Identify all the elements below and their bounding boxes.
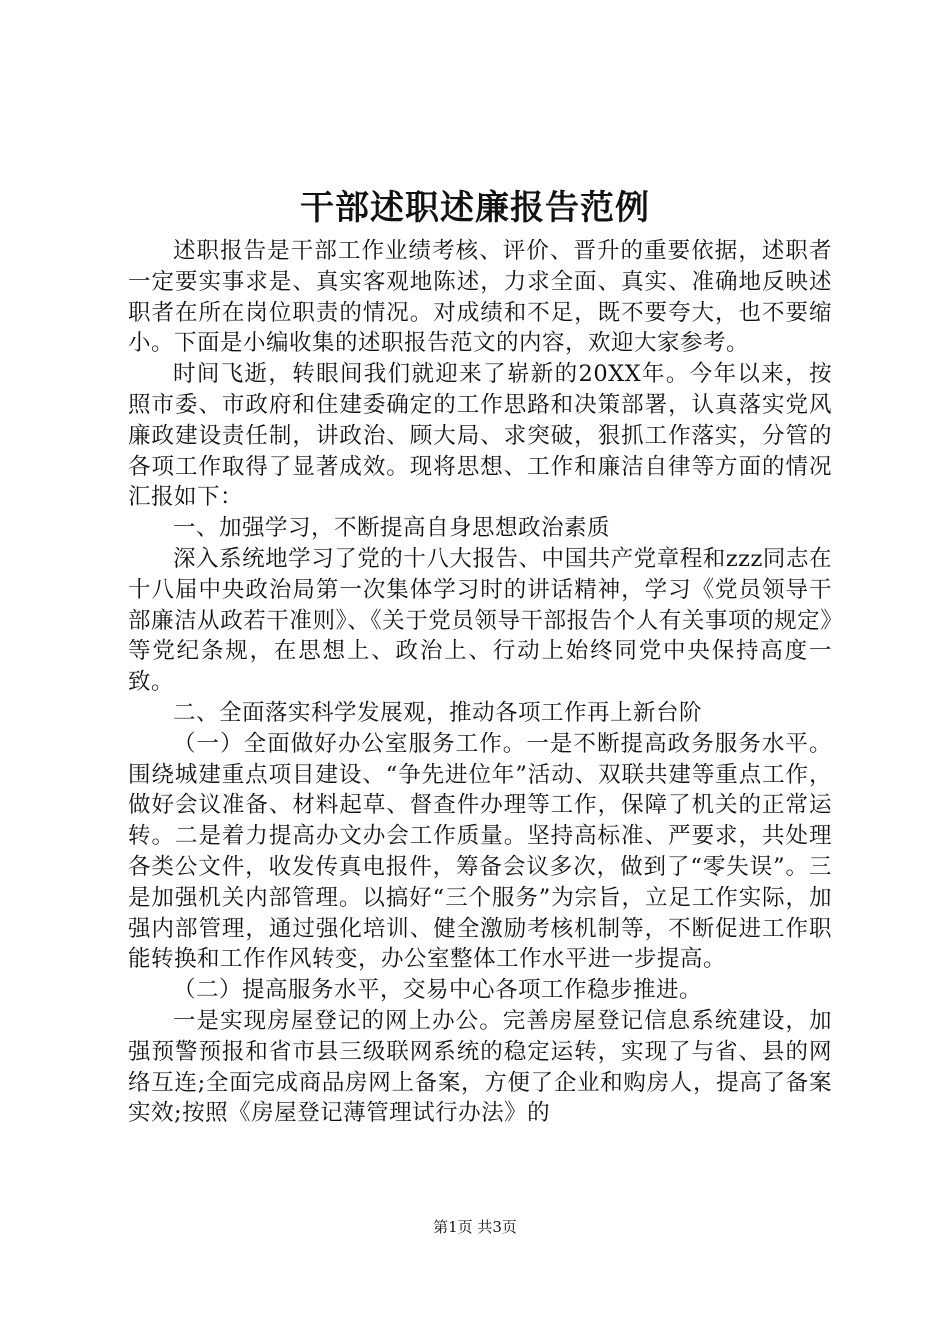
document-body <box>128 236 832 1129</box>
document-title: 干部述职述廉报告范例 <box>300 188 650 228</box>
paragraph-office-service: （一）全面做好办公室服务工作。一是不断提高政务服务水平。围绕城建重点项目建设、“争先进位年”活动、双联共建等重点工作，做好会议准备、材料起草、督查件办理等工作，保障了机关的正常运转。二是着力提高办文办会工作质量。坚持高标准、严要求，共处理各类公文件，收发传真电报件，筹备会议多次，做到了“零失误”。三是加强机关内部管理。以搞好“三个服务”为宗旨，立足工作实际，加强内部管理，通过强化培训、健全激励考核机制等，不断促进工作职能转换和工作作风转变，办公室整体工作水平进一步提高。 <box>128 730 832 973</box>
paragraph-opening: 时间飞逝，转眼间我们就迎来了崭新的20XX年。今年以来，按照市委、市政府和住建委确定的工作思路和决策部署，认真落实党风廉政建设责任制，讲政治、顾大局、求突破，狠抓工作落实，分管的各项工作取得了显著成效。现将思想、工作和廉洁自律等方面的情况汇报如下： <box>128 361 832 511</box>
paragraph-intro: 述职报告是干部工作业绩考核、评价、晋升的重要依据，述职者一定要实事求是、真实客观地陈述，力求全面、真实、准确地反映述职者在所在岗位职责的情况。对成绩和不足，既不要夸大，也不要缩小。下面是小编收集的述职报告范文的内容，欢迎大家参考。 <box>128 238 832 357</box>
section-heading-1: 一、加强学习，不断提高自身思想政治素质 <box>173 515 611 542</box>
subsection-heading-2: （二）提高服务水平，交易中心各项工作稳步推进。 <box>173 977 703 1004</box>
page-number-footer: 第1页 共3页 <box>433 1218 517 1236</box>
paragraph-study: 深入系统地学习了党的十八大报告、中国共产党章程和zzz同志在十八届中央政治局第一次集体学习时的讲话精神，学习《党员领导干部廉洁从政若干准则》、《关于党员领导干部报告个人有关事项的规定》等党纪条规，在思想上、政治上、行动上始终同党中央保持高度一致。 <box>128 545 832 696</box>
paragraph-online-registration: 一是实现房屋登记的网上办公。完善房屋登记信息系统建设，加强预警预报和省市县三级联网系统的稳定运转，实现了与省、县的网络互连;全面完成商品房网上备案，方便了企业和购房人，提高了备案实效;按照《房屋登记薄管理试行办法》的 <box>128 1007 832 1127</box>
section-heading-2: 二、全面落实科学发展观，推动各项工作再上新台阶 <box>173 699 703 726</box>
